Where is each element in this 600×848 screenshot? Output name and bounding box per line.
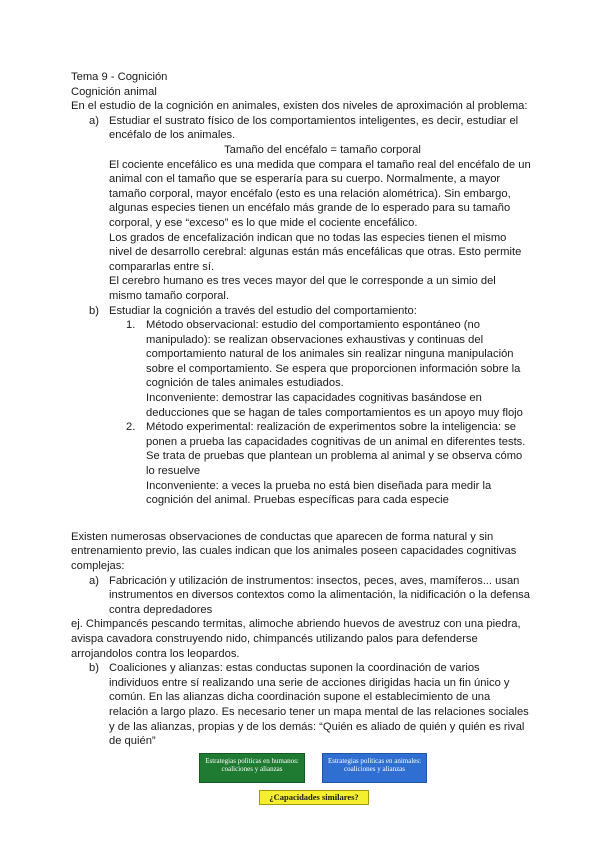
text-line: instrumentos en diversos contextos como la alimentación, la nidificación o la defensa [109,589,531,602]
text-line: encéfalo de los animales. [109,129,236,142]
text-line: Inconveniente: demostrar las capacidades cognitivas basándose en [146,392,482,405]
text-line: animal con el tamaño que se esperaría para su cuerpo. Normalmente, a mayor [109,173,501,186]
text-line: común. En las alianzas dicha coordinación supone el establecimiento de una [109,691,491,704]
list-item-tools [71,574,536,618]
text-line: contra depredadores [109,603,213,616]
similar-capacities-box: ¿Capacidades similares? [259,790,369,805]
text-line: comportamiento natural de los animales sin realizar ninguna manipulación [146,348,514,361]
text-line: El cerebro humano es tres veces mayor del que le corresponde a un simio del [109,275,496,288]
text-line: cognición de tales animales estudiados. [146,377,344,390]
list-marker: 1. [126,319,136,332]
intro-paragraph: En el estudio de la cognición en animales, existen dos niveles de aproximación al problema: [71,100,528,113]
list-marker: 2. [126,421,136,434]
text-line: complejas: [71,560,125,572]
text-line: cognición del animal. Pruebas específicas para cada especie [146,494,449,507]
comparison-diagram [71,753,536,813]
text-line: y de las alianzas, propias y de los demás: “Quién es aliado de quién y quién es rival [109,720,525,733]
text-line: de quién” [109,735,156,748]
text-line: Método observacional: estudio del comportamiento espontáneo (no [146,319,480,332]
text-line: algunas especies tienen un encéfalo más grande de lo esperado para su tamaño [109,202,511,215]
text-line: sobre el comportamiento. Se espera que proporcionen información sobre la [146,362,521,375]
text-line: Estudiar la cognición a través del estudio del comportamiento: [109,304,417,317]
human-strategies-box: Estrategias políticas en humanos: coaliciones y alianzas [199,753,305,783]
text-line: nivel de desarrollo cerebral: algunas están más encefálicas que otras. Esto permite [109,246,522,259]
list-marker: b) [89,304,99,317]
list-marker: b) [89,662,99,675]
formula-line: Tamaño del encéfalo = tamaño corporal [224,143,421,156]
text-line: mismo tamaño corporal. [109,289,229,302]
example-paragraph [71,617,536,661]
section-two-paragraph [71,530,536,574]
document-page [71,70,536,813]
text-line: individuos entre sí realizando una serie de acciones dirigidas hacia un fin único y [109,676,510,689]
text-line: Los grados de encefalización indican que no todas las especies tienen el mismo [109,231,507,244]
text-line: lo resuelve [146,465,201,478]
text-line: corporal, y ese “exceso” es lo que mide el cociente encefálico. [109,216,418,229]
text-line: tamaño corporal, mayor encéfalo (esto es una relación alométrica). Sin embargo, [109,187,511,200]
text-line: deducciones que se hagan de tales comportamientos es un apoyo muy flojo [146,406,523,419]
list-item-a [71,114,536,143]
list-marker: a) [89,114,99,127]
paragraph-gap [71,508,536,530]
text-line: Fabricación y utilización de instrumentos: insectos, peces, aves, mamíferos... usan [109,574,520,587]
encephalization-paragraph [71,158,536,304]
text-line: ponen a prueba las capacidades cognitivas de un animal en diferentes tests. [146,435,526,448]
sublist-item-1 [71,318,536,420]
sublist-item-2 [71,420,536,508]
text-line: avispa cavadora construyendo nido, chimpancés utilizando palos para defenderse [71,632,478,645]
text-line: Inconveniente: a veces la prueba no está bien diseñada para medir la [146,479,492,492]
text-line: entrenamiento previo, las cuales indican que los animales poseen capacidades cognitivas [71,545,517,558]
text-line: El cociente encefálico es una medida que compara el tamaño real del encéfalo de un [109,158,531,171]
list-item-coalitions [71,661,536,749]
list-marker: a) [89,574,99,587]
animal-strategies-box: Estrategias políticas en animales: coaliciones y alianzas [322,753,427,783]
text-line: compararlas entre sí. [109,260,215,273]
text-line: Existen numerosas observaciones de conductas que aparecen de forma natural y sin [71,530,494,543]
text-line: arrojandolos contra los leopardos. [71,647,240,660]
list-item-b [71,304,536,319]
text-line: manipulado): se realizan observaciones exhaustivas y continuas del [146,333,484,346]
document-subtitle: Cognición animal [71,85,157,98]
text-line: Coaliciones y alianzas: estas conductas suponen la coordinación de varios [109,662,480,675]
text-line: ej. Chimpancés pescando termitas, alimoche abriendo huevos de avestruz con una piedra, [71,618,521,631]
document-title: Tema 9 - Cognición [71,71,168,83]
text-line: Estudiar el sustrato físico de los comportamientos inteligentes, es decir, estudiar el [109,114,519,127]
text-line: relación a largo plazo. Es necesario tener un mapa mental de las relaciones sociales [109,705,529,718]
text-line: Método experimental: realización de experimentos sobre la inteligencia: se [146,421,517,434]
text-line: Se trata de pruebas que plantean un problema al animal y se observa cómo [146,450,523,463]
